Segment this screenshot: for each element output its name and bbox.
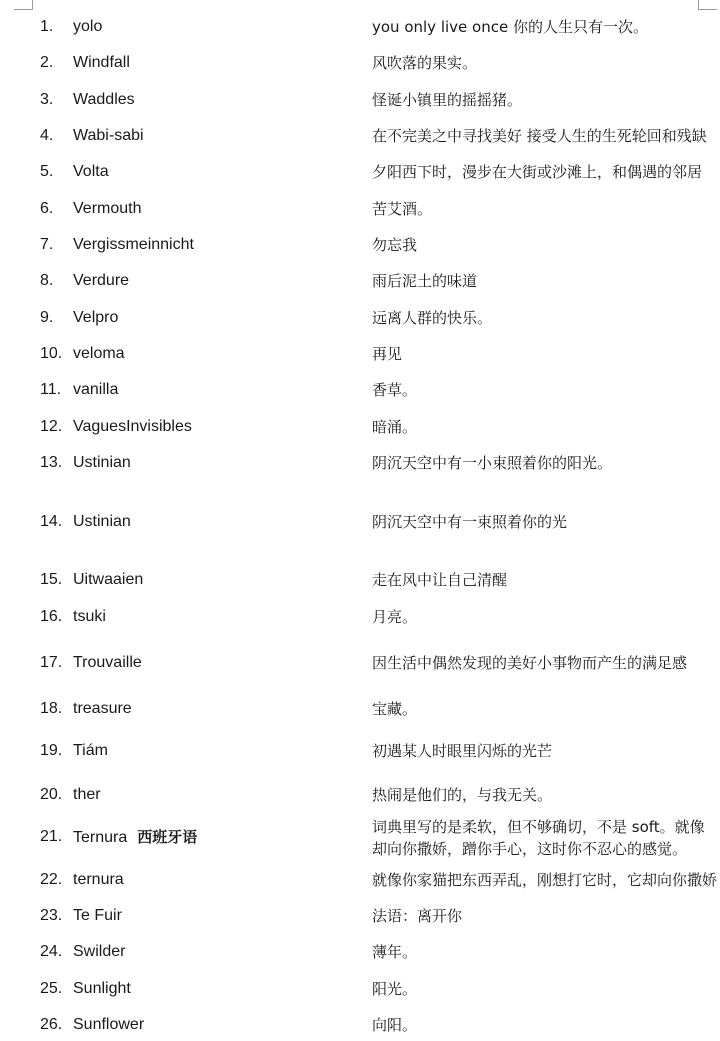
item-word: Volta [73, 163, 109, 180]
item-meaning [372, 816, 720, 860]
item-number: 16. [40, 608, 63, 625]
item-meaning: 向阳。 [372, 1016, 418, 1034]
item-number: 1. [40, 18, 54, 35]
item-word: Ustinian [73, 454, 131, 471]
item-word: vanilla [73, 381, 119, 398]
item-meaning: 苦艾酒。 [372, 200, 433, 218]
item-meaning: 再见 [372, 345, 403, 363]
item-meaning: 远离人群的快乐。 [372, 309, 493, 327]
item-word: Verdure [73, 272, 130, 289]
item-meaning: 热闹是他们的，与我无关。 [372, 786, 553, 804]
item-word: ternura [73, 871, 124, 888]
item-word [73, 827, 197, 848]
item-word: Sunflower [73, 1016, 145, 1033]
item-number: 5. [40, 163, 54, 180]
item-meaning: 怪诞小镇里的摇摇猪。 [372, 91, 523, 109]
page-corner-mark-left [14, 0, 33, 10]
item-number: 18. [40, 700, 63, 717]
item-word: tsuki [73, 608, 106, 625]
item-number: 8. [40, 272, 54, 289]
item-word: Uitwaaien [73, 571, 144, 588]
item-number: 4. [40, 127, 54, 144]
item-number: 6. [40, 200, 54, 217]
item-number: 13. [40, 454, 63, 471]
item-meaning: 阴沉天空中有一束照着你的光 [372, 513, 568, 531]
item-word: VaguesInvisibles [73, 418, 192, 435]
item-number: 21. [40, 828, 63, 845]
item-number: 3. [40, 91, 54, 108]
item-word: Te Fuir [73, 907, 122, 924]
item-meaning: 就像你家猫把东西弄乱，刚想打它时，它却向你撒娇 [372, 871, 718, 889]
item-meaning-line: 词典里写的是柔软，但不够确切，不是 soft。就像 [372, 818, 705, 836]
item-number: 11. [40, 381, 62, 398]
item-number: 12. [40, 418, 63, 435]
item-meaning: 宝藏。 [372, 700, 418, 718]
item-number: 17. [40, 654, 63, 671]
item-number: 2. [40, 54, 54, 71]
item-word: yolo [73, 18, 103, 35]
item-meaning: 法语：离开你 [372, 907, 463, 925]
item-meaning: 走在风中让自己清醒 [372, 571, 508, 589]
item-number: 24. [40, 943, 63, 960]
item-number: 26. [40, 1016, 63, 1033]
item-word: Ustinian [73, 513, 131, 530]
item-meaning: 在不完美之中寻找美好 接受人生的生死轮回和残缺 [372, 127, 707, 145]
item-word: treasure [73, 700, 132, 717]
item-word: Vermouth [73, 200, 142, 217]
item-meaning: 因生活中偶然发现的美好小事物而产生的满足感 [372, 654, 688, 672]
item-word: Trouvaille [73, 654, 142, 671]
item-word: Tiám [73, 742, 108, 759]
item-number: 15. [40, 571, 63, 588]
item-meaning: 勿忘我 [372, 236, 418, 254]
item-number: 25. [40, 980, 63, 997]
item-word: Waddles [73, 91, 135, 108]
item-word: Vergissmeinnicht [73, 236, 194, 253]
item-word: Windfall [73, 54, 130, 71]
item-meaning: 暗涌。 [372, 418, 418, 436]
language-note: 西班牙语 [137, 828, 198, 846]
item-meaning: 阳光。 [372, 980, 418, 998]
item-number: 19. [40, 742, 63, 759]
item-word: veloma [73, 345, 125, 362]
page-corner-mark-right [698, 0, 717, 10]
item-meaning: 初遇某人时眼里闪烁的光芒 [372, 742, 553, 760]
item-word: Wabi-sabi [73, 127, 144, 144]
item-word-text: Ternura [73, 829, 128, 846]
item-meaning: 雨后泥土的味道 [372, 272, 478, 290]
item-number: 20. [40, 786, 63, 803]
item-meaning: you only live once 你的人生只有一次。 [372, 18, 648, 36]
item-meaning: 薄年。 [372, 943, 418, 961]
item-number: 14. [40, 513, 63, 530]
item-word: ther [73, 786, 101, 803]
item-word: Velpro [73, 309, 119, 326]
item-number: 7. [40, 236, 54, 253]
item-meaning: 风吹落的果实。 [372, 54, 478, 72]
item-number: 22. [40, 871, 63, 888]
item-number: 9. [40, 309, 54, 326]
item-meaning: 夕阳西下时，漫步在大街或沙滩上，和偶遇的邻居 [372, 163, 703, 181]
item-number: 10. [40, 345, 63, 362]
item-meaning: 香草。 [372, 381, 418, 399]
item-number: 23. [40, 907, 63, 924]
item-word: Swilder [73, 943, 126, 960]
item-meaning: 月亮。 [372, 608, 418, 626]
item-meaning: 阴沉天空中有一小束照着你的阳光。 [372, 454, 613, 472]
item-word: Sunlight [73, 980, 131, 997]
item-meaning-line: 却向你撒娇，蹭你手心，这时你不忍心的感觉。 [372, 840, 688, 858]
